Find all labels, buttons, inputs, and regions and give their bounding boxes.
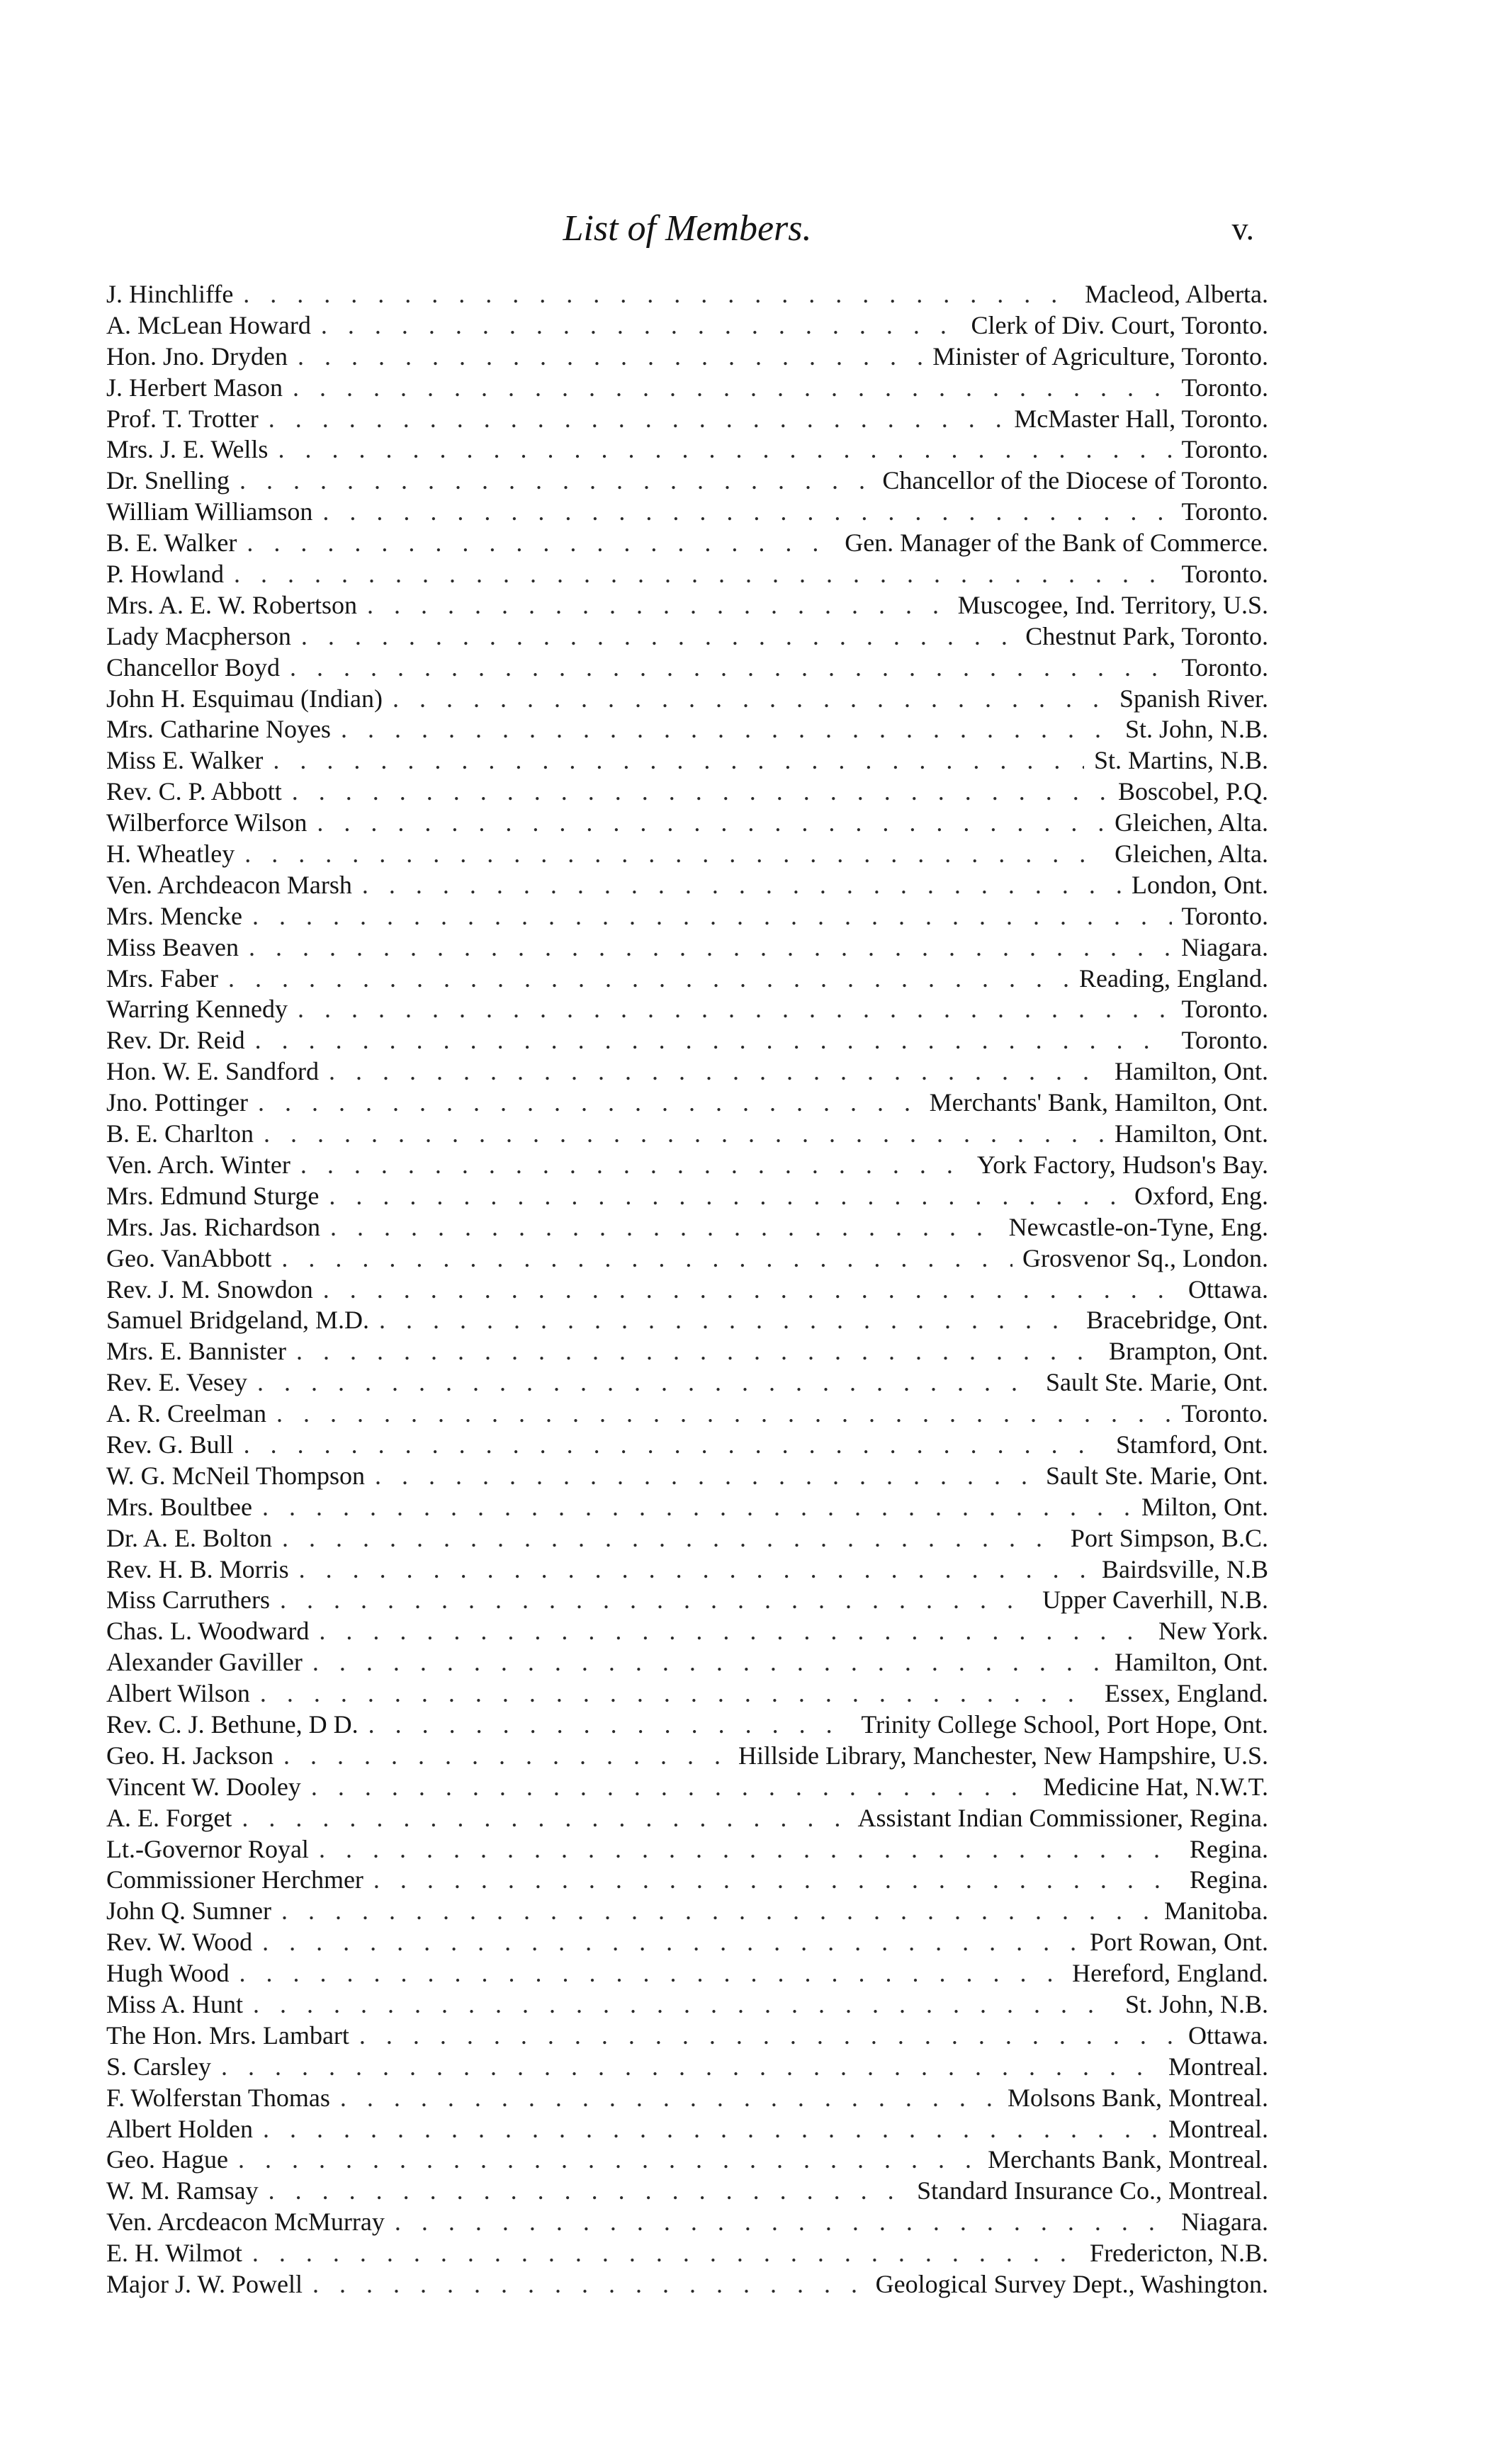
dot-leader <box>238 2144 978 2176</box>
member-name: Miss Carruthers <box>106 1586 270 1615</box>
list-item <box>106 1398 1268 1430</box>
member-location: Hamilton, Ont. <box>1115 1057 1268 1086</box>
list-item <box>106 590 1268 621</box>
dot-leader <box>269 2176 907 2207</box>
dot-leader <box>301 621 1015 652</box>
dot-leader <box>269 404 1005 435</box>
dot-leader <box>247 528 835 559</box>
member-name: Ven. Arcdeacon McMurray <box>106 2208 385 2237</box>
list-item <box>106 1430 1268 1461</box>
list-item <box>106 1523 1268 1554</box>
member-name: B. E. Walker <box>106 529 237 558</box>
member-location: Toronto. <box>1181 497 1268 526</box>
dot-leader <box>262 1927 1080 1958</box>
member-location: Gen. Manager of the Bank of Commerce. <box>845 529 1268 558</box>
member-location: McMaster Hall, Toronto. <box>1014 404 1268 433</box>
member-name: Rev. E. Vesey <box>106 1368 247 1397</box>
list-item <box>106 528 1268 559</box>
member-name: Hon. W. E. Sandford <box>106 1057 319 1086</box>
page-header <box>113 204 1261 261</box>
list-item <box>106 2269 1268 2300</box>
list-item <box>106 1336 1268 1367</box>
member-location: Bairdsville, N.B <box>1102 1554 1268 1583</box>
member-location: Toronto. <box>1181 435 1268 464</box>
member-location: Sault Ste. Marie, Ont. <box>1046 1461 1268 1490</box>
list-item <box>106 1150 1268 1181</box>
list-item <box>106 1243 1268 1275</box>
member-name: S. Carsley <box>106 2052 211 2081</box>
member-name: Geo. VanAbbott <box>106 1243 272 1272</box>
list-item <box>106 870 1268 901</box>
member-name: Albert Holden <box>106 2114 253 2143</box>
member-location: Gleichen, Alta. <box>1115 840 1268 869</box>
member-name: Hugh Wood <box>106 1959 230 1988</box>
member-location: Manitoba. <box>1164 1897 1268 1926</box>
member-location: Molsons Bank, Montreal. <box>1008 2083 1268 2112</box>
member-location: Geological Survey Dept., Washington. <box>875 2270 1268 2298</box>
member-name: Major J. W. Powell <box>106 2270 303 2298</box>
member-name: Rev. C. J. Bethune, D D. <box>106 1709 359 1739</box>
dot-leader <box>281 1243 1012 1275</box>
member-location: Toronto. <box>1181 995 1268 1024</box>
dot-leader <box>319 1616 1149 1647</box>
member-location: London, Ont. <box>1132 870 1268 899</box>
member-name: Mrs. A. E. W. Robertson <box>106 590 358 619</box>
member-name: Miss A. Hunt <box>106 1989 244 2018</box>
dot-leader <box>262 1492 1132 1523</box>
member-name: E. H. Wilmot <box>106 2239 242 2268</box>
list-item <box>106 684 1268 715</box>
list-item <box>106 808 1268 839</box>
dot-leader <box>293 373 1172 404</box>
list-item <box>106 1834 1268 1865</box>
list-item <box>106 1865 1268 1896</box>
dot-leader <box>373 1865 1180 1896</box>
member-name: Ven. Arch. Winter <box>106 1150 290 1179</box>
dot-leader <box>263 2114 1158 2145</box>
list-item <box>106 1056 1268 1087</box>
member-name: John Q. Sumner <box>106 1897 271 1926</box>
member-location: Toronto. <box>1181 1026 1268 1055</box>
dot-leader <box>283 1741 728 1772</box>
list-item <box>106 404 1268 435</box>
member-location: St. John, N.B. <box>1124 1989 1268 2018</box>
list-item <box>106 1554 1268 1586</box>
list-item <box>106 1275 1268 1306</box>
dot-leader <box>395 2207 1171 2238</box>
member-name: Mrs. Catharine Noyes <box>106 715 331 744</box>
list-item <box>106 465 1268 497</box>
dot-leader <box>296 1336 1099 1367</box>
member-name: Chancellor Boyd <box>106 652 280 682</box>
member-name: Ven. Archdeacon Marsh <box>106 870 352 899</box>
member-location: Toronto. <box>1181 652 1268 682</box>
member-name: Dr. A. E. Bolton <box>106 1523 273 1552</box>
member-name: J. Hinchliffe <box>106 280 234 308</box>
member-location: Toronto. <box>1181 901 1268 930</box>
member-name: Prof. T. Trotter <box>106 404 259 433</box>
member-list <box>106 279 1268 2300</box>
member-location: Brampton, Ont. <box>1109 1337 1268 1366</box>
dot-leader <box>298 341 923 373</box>
dot-leader <box>252 901 1172 932</box>
list-item <box>106 621 1268 652</box>
member-location: New York. <box>1158 1617 1268 1646</box>
member-location: Montreal. <box>1168 2052 1268 2081</box>
dot-leader <box>323 1275 1178 1306</box>
list-item <box>106 1212 1268 1243</box>
dot-leader <box>393 684 1110 715</box>
list-item <box>106 932 1268 963</box>
list-item <box>106 1181 1268 1212</box>
member-location: St. Martins, N.B. <box>1093 746 1268 775</box>
list-item <box>106 1896 1268 1927</box>
member-name: Rev. W. Wood <box>106 1928 253 1957</box>
member-location: Medicine Hat, N.W.T. <box>1043 1772 1268 1801</box>
dot-leader <box>234 559 1172 590</box>
dot-leader <box>244 1430 1106 1461</box>
list-item <box>106 1678 1268 1709</box>
member-name: Warring Kennedy <box>106 995 288 1024</box>
member-location: Muscogee, Ind. Territory, U.S. <box>957 590 1268 619</box>
member-name: W. G. McNeil Thompson <box>106 1461 365 1490</box>
member-location: Grosvenor Sq., London. <box>1022 1243 1268 1272</box>
member-location: Macleod, Alberta. <box>1085 280 1268 308</box>
list-item <box>106 497 1268 528</box>
dot-leader <box>319 1834 1180 1865</box>
list-item <box>106 1803 1268 1834</box>
member-name: Mrs. J. E. Wells <box>106 435 269 464</box>
dot-leader <box>359 2021 1178 2052</box>
list-item <box>106 839 1268 870</box>
member-name: Mrs. Mencke <box>106 901 242 930</box>
dot-leader <box>322 497 1171 528</box>
list-item <box>106 1305 1268 1336</box>
dot-leader <box>298 994 1172 1025</box>
member-location: York Factory, Hudson's Bay. <box>976 1150 1268 1179</box>
dot-leader <box>341 714 1115 745</box>
member-name: B. E. Charlton <box>106 1119 254 1148</box>
member-name: William Williamson <box>106 497 313 526</box>
list-item <box>106 1585 1268 1616</box>
list-item <box>106 1927 1268 1958</box>
member-name: Dr. Snelling <box>106 466 230 495</box>
dot-leader <box>276 1398 1172 1430</box>
member-name: W. M. Ramsay <box>106 2176 259 2205</box>
member-name: Mrs. Jas. Richardson <box>106 1212 320 1241</box>
list-item <box>106 714 1268 745</box>
list-item <box>106 279 1268 310</box>
dot-leader <box>329 1056 1105 1087</box>
dot-leader <box>249 932 1171 963</box>
dot-leader <box>255 1025 1172 1056</box>
list-item <box>106 745 1268 776</box>
member-location: Ottawa. <box>1188 2021 1268 2050</box>
list-item <box>106 1616 1268 1647</box>
member-name: Samuel Bridgeland, M.D. <box>106 1306 369 1335</box>
member-name: Mrs. Boultbee <box>106 1492 252 1521</box>
list-item <box>106 1958 1268 1989</box>
member-location: Fredericton, N.B. <box>1090 2239 1268 2268</box>
member-name: H. Wheatley <box>106 840 235 869</box>
member-location: Bracebridge, Ont. <box>1086 1306 1268 1335</box>
dot-leader <box>280 1585 1032 1616</box>
dot-leader <box>330 1212 999 1243</box>
list-item <box>106 1367 1268 1398</box>
list-item <box>106 2083 1268 2114</box>
dot-leader <box>278 434 1171 465</box>
list-item <box>106 2021 1268 2052</box>
dot-leader <box>340 2083 998 2114</box>
list-item <box>106 2176 1268 2207</box>
dot-leader <box>252 2238 1080 2269</box>
list-item <box>106 1709 1268 1741</box>
dot-leader <box>264 1119 1105 1150</box>
member-name: The Hon. Mrs. Lambart <box>106 2021 349 2050</box>
list-item <box>106 2114 1268 2145</box>
list-item <box>106 1989 1268 2021</box>
list-item <box>106 1025 1268 1056</box>
member-name: Mrs. Edmund Sturge <box>106 1181 320 1210</box>
member-location: Trinity College School, Port Hope, Ont. <box>861 1709 1268 1739</box>
list-item <box>106 963 1268 995</box>
member-name: Wilberforce Wilson <box>106 808 308 837</box>
dot-leader <box>375 1461 1036 1492</box>
member-location: Hereford, England. <box>1072 1959 1268 1988</box>
list-item <box>106 341 1268 373</box>
dot-leader <box>282 1523 1061 1554</box>
member-location: Standard Insurance Co., Montreal. <box>917 2176 1268 2205</box>
dot-leader <box>239 1958 1062 1989</box>
member-location: Upper Caverhill, N.B. <box>1042 1586 1268 1615</box>
member-location: Assistant Indian Commissioner, Regina. <box>857 1803 1268 1832</box>
member-location: Ottawa. <box>1188 1275 1268 1304</box>
member-location: Port Rowan, Ont. <box>1090 1928 1268 1957</box>
dot-leader <box>221 2052 1158 2083</box>
member-location: Newcastle-on-Tyne, Eng. <box>1008 1212 1268 1241</box>
dot-leader <box>273 745 1084 776</box>
dot-leader <box>257 1367 1036 1398</box>
dot-leader <box>362 870 1122 901</box>
list-item <box>106 1492 1268 1523</box>
member-location: Toronto. <box>1181 560 1268 589</box>
dot-leader <box>317 808 1105 839</box>
member-name: A. McLean Howard <box>106 310 311 339</box>
member-name: Rev. J. M. Snowdon <box>106 1275 313 1304</box>
dot-leader <box>290 652 1172 684</box>
member-name: J. Herbert Mason <box>106 373 283 402</box>
member-location: Essex, England. <box>1105 1679 1268 1708</box>
member-location: Milton, Ont. <box>1141 1492 1268 1521</box>
member-name: Geo. H. Jackson <box>106 1741 273 1770</box>
member-name: Lt.-Governor Royal <box>106 1834 309 1863</box>
member-location: Sault Ste. Marie, Ont. <box>1046 1368 1268 1397</box>
member-location: Reading, England. <box>1079 963 1268 993</box>
list-item <box>106 776 1268 808</box>
member-location: Hamilton, Ont. <box>1115 1119 1268 1148</box>
member-location: Spanish River. <box>1119 684 1268 713</box>
dot-leader <box>321 310 961 341</box>
member-name: Rev. Dr. Reid <box>106 1026 245 1055</box>
dot-leader <box>379 1305 1076 1336</box>
member-name: John H. Esquimau (Indian) <box>106 684 383 713</box>
list-item <box>106 994 1268 1025</box>
list-item <box>106 373 1268 404</box>
member-location: Regina. <box>1190 1865 1268 1894</box>
member-name: Rev. C. P. Abbott <box>106 777 282 806</box>
member-location: Chestnut Park, Toronto. <box>1025 621 1268 650</box>
member-location: Boscobel, P.Q. <box>1117 777 1268 806</box>
dot-leader <box>260 1678 1095 1709</box>
member-location: Gleichen, Alta. <box>1115 808 1268 837</box>
list-item <box>106 1119 1268 1150</box>
member-name: Miss E. Walker <box>106 746 264 775</box>
member-name: A. R. Creelman <box>106 1399 266 1428</box>
list-item <box>106 2238 1268 2269</box>
member-location: Minister of Agriculture, Toronto. <box>932 341 1268 371</box>
dot-leader <box>312 2269 866 2300</box>
page-number: v. <box>1231 210 1254 247</box>
list-item <box>106 1647 1268 1678</box>
member-name: P. Howland <box>106 560 225 589</box>
dot-leader <box>281 1896 1154 1927</box>
member-location: Toronto. <box>1181 373 1268 402</box>
member-name: Commissioner Herchmer <box>106 1865 363 1894</box>
member-location: St. John, N.B. <box>1124 715 1268 744</box>
member-location: Regina. <box>1190 1834 1268 1863</box>
member-name: Alexander Gaviller <box>106 1648 303 1677</box>
list-item <box>106 2144 1268 2176</box>
member-name: A. E. Forget <box>106 1803 232 1832</box>
dot-leader <box>312 1647 1105 1678</box>
member-location: Clerk of Div. Court, Toronto. <box>971 310 1268 339</box>
member-name: Rev. G. Bull <box>106 1430 234 1459</box>
member-location: Niagara. <box>1181 2208 1268 2237</box>
dot-leader <box>368 1709 852 1741</box>
member-location: Niagara. <box>1181 932 1268 961</box>
member-location: Hamilton, Ont. <box>1115 1648 1268 1677</box>
dot-leader <box>253 1989 1115 2021</box>
member-name: Rev. H. B. Morris <box>106 1554 289 1583</box>
page-title: List of Members. <box>563 208 812 249</box>
dot-leader <box>329 1181 1124 1212</box>
dot-leader <box>258 1087 920 1119</box>
list-item <box>106 1741 1268 1772</box>
dot-leader <box>228 963 1069 995</box>
dot-leader <box>311 1772 1033 1803</box>
list-item <box>106 652 1268 684</box>
dot-leader <box>300 1150 967 1181</box>
dot-leader <box>242 1803 847 1834</box>
member-location: Toronto. <box>1181 1399 1268 1428</box>
member-name: Chas. L. Woodward <box>106 1617 310 1646</box>
dot-leader <box>292 776 1108 808</box>
list-item <box>106 2052 1268 2083</box>
member-location: Chancellor of the Diocese of Toronto. <box>882 466 1268 495</box>
member-name: F. Wolferstan Thomas <box>106 2083 330 2112</box>
list-item <box>106 310 1268 341</box>
list-item <box>106 559 1268 590</box>
member-location: Stamford, Ont. <box>1116 1430 1268 1459</box>
list-item <box>106 1461 1268 1492</box>
member-name: Jno. Pottinger <box>106 1088 249 1117</box>
list-item <box>106 1772 1268 1803</box>
member-name: Vincent W. Dooley <box>106 1772 301 1801</box>
list-item <box>106 2207 1268 2238</box>
dot-leader <box>239 465 872 497</box>
list-item <box>106 434 1268 465</box>
member-name: Lady Macpherson <box>106 621 291 650</box>
member-location: Merchants Bank, Montreal. <box>988 2145 1268 2174</box>
list-item <box>106 1087 1268 1119</box>
dot-leader <box>243 279 1075 310</box>
member-name: Miss Beaven <box>106 932 239 961</box>
member-name: Hon. Jno. Dryden <box>106 341 288 371</box>
member-location: Port Simpson, B.C. <box>1070 1523 1268 1552</box>
member-location: Merchants' Bank, Hamilton, Ont. <box>929 1088 1268 1117</box>
dot-leader <box>299 1554 1092 1586</box>
member-name: Albert Wilson <box>106 1679 250 1708</box>
member-location: Oxford, Eng. <box>1134 1181 1268 1210</box>
dot-leader <box>244 839 1105 870</box>
member-location: Hillside Library, Manchester, New Hampshire, U.S. <box>738 1741 1268 1770</box>
dot-leader <box>367 590 948 621</box>
member-name: Mrs. Faber <box>106 963 218 993</box>
member-name: Mrs. E. Bannister <box>106 1337 286 1366</box>
member-name: Geo. Hague <box>106 2145 228 2174</box>
list-item <box>106 901 1268 932</box>
member-location: Montreal. <box>1168 2114 1268 2143</box>
